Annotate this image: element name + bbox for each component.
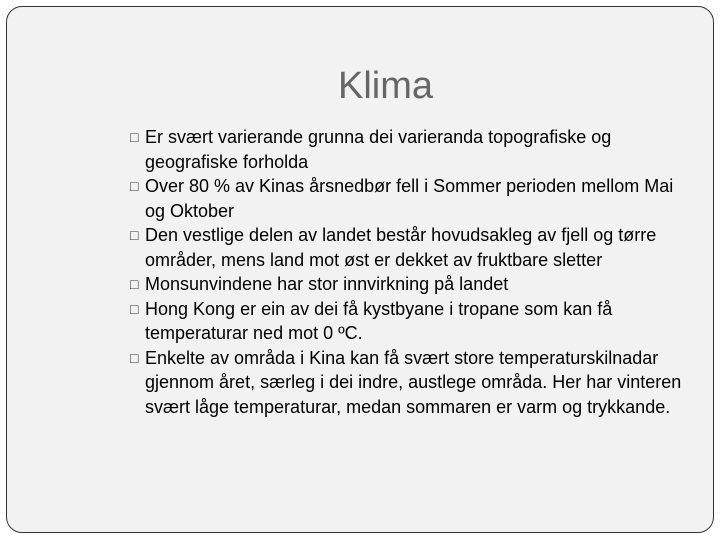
bullet-item: [130, 125, 693, 174]
bullet-marker-icon: □: [130, 227, 139, 243]
bullet-list: [130, 125, 693, 419]
bullet-item: [130, 174, 693, 223]
bullet-item: [130, 297, 693, 346]
bullet-marker-icon: □: [130, 178, 139, 194]
bullet-marker-icon: □: [130, 276, 139, 292]
bullet-text: Er svært varierande grunna dei varieranda topografiske og geografiske forholda: [145, 127, 612, 172]
slide-title: Klima: [337, 65, 434, 107]
bullet-text: Hong Kong er ein av dei få kystbyane i tropane som kan få temperaturar ned mot 0 ºC.: [145, 298, 613, 343]
slide: [6, 6, 714, 533]
bullet-text: Enkelte av områda i Kina kan få svært store temperaturskilnadar gjennom året, særleg i dei indre, austlege områda. Her har vinteren svært låge temperaturar, medan sommaren er varm og trykkande.: [145, 347, 682, 417]
bullet-text: Monsunvindene har stor innvirkning på landet: [145, 274, 509, 294]
bullet-text: Den vestlige delen av landet består hovudsakleg av fjell og tørre områder, mens land mot øst er dekket av fruktbare sletter: [145, 225, 657, 270]
bullet-text: Over 80 % av Kinas årsnedbør fell i Sommer perioden mellom Mai og Oktober: [145, 176, 674, 221]
bullet-item: [130, 223, 693, 272]
bullet-item: [130, 346, 693, 420]
bullet-marker-icon: □: [130, 349, 139, 366]
bullet-item: [130, 272, 693, 297]
bullet-marker-icon: □: [130, 129, 139, 145]
bullet-marker-icon: □: [130, 300, 139, 317]
